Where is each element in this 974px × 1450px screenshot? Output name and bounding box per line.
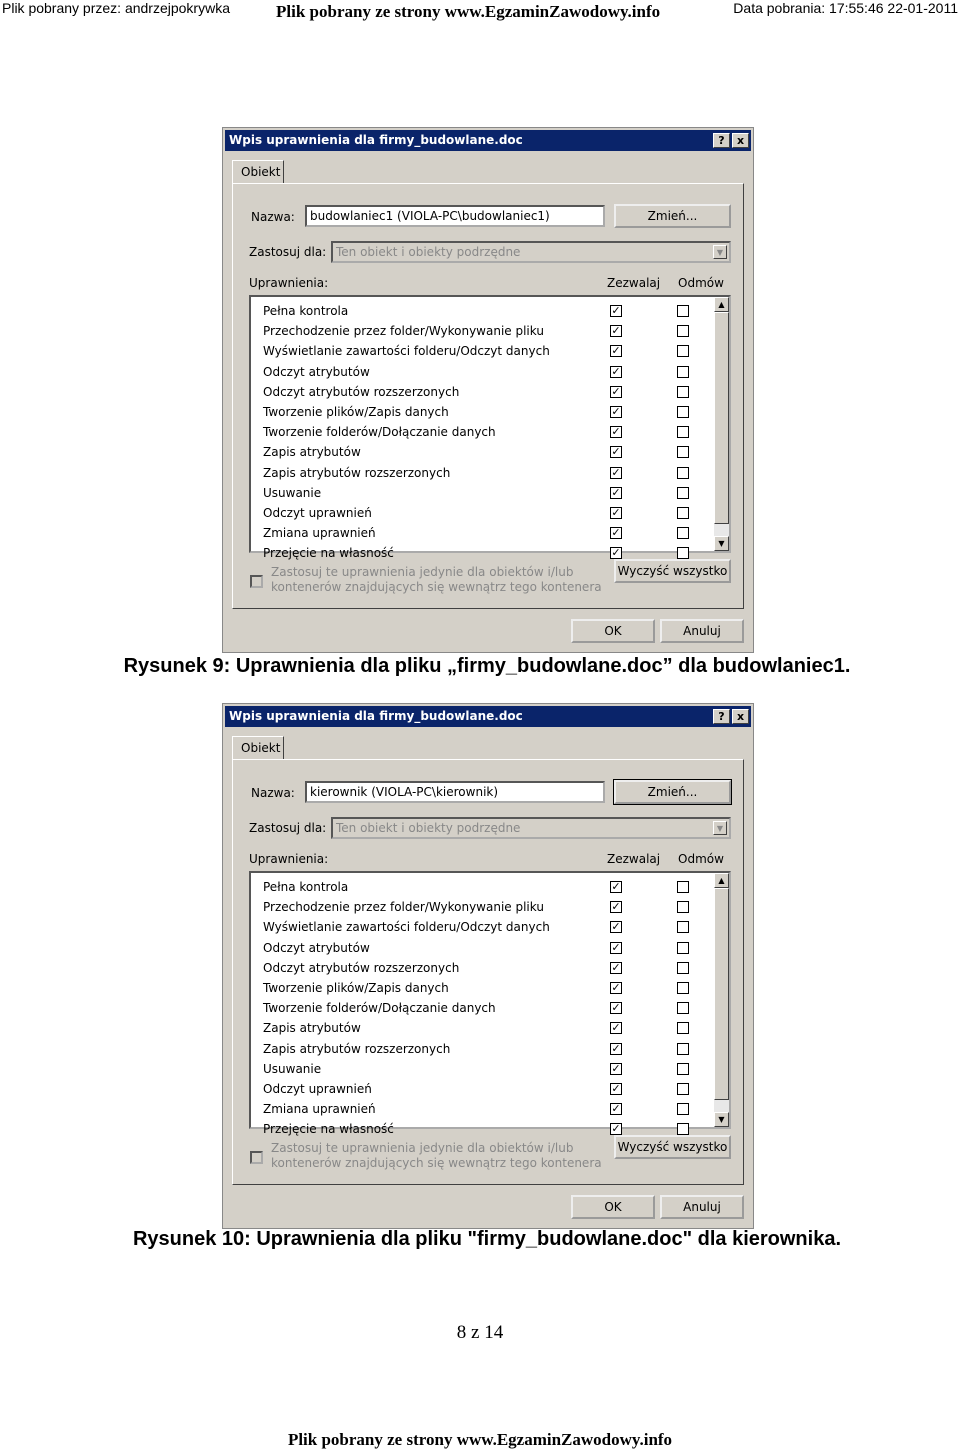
permission-row: Wyświetlanie zawartości folderu/Odczyt danych: [263, 344, 550, 359]
deny-checkbox[interactable]: [677, 406, 689, 418]
permission-row: Odczyt uprawnień: [263, 506, 372, 520]
permission-row: Tworzenie folderów/Dołączanie danych: [263, 425, 496, 440]
scrollbar[interactable]: [714, 873, 729, 1127]
permission-row: Zapis atrybutów rozszerzonych: [263, 465, 451, 480]
apply-to-value: Ten obiekt i obiekty podrzędne: [336, 245, 521, 259]
scroll-up-icon[interactable]: ▲: [714, 873, 729, 888]
deny-checkbox[interactable]: [677, 1123, 689, 1135]
deny-checkbox[interactable]: [677, 527, 689, 539]
dialog-title: Wpis uprawnienia dla firmy_budowlane.doc ? x: [225, 706, 751, 727]
deny-checkbox[interactable]: [677, 507, 689, 519]
allow-checkbox[interactable]: ✓: [611, 506, 621, 519]
allow-checkbox[interactable]: ✓: [611, 405, 621, 418]
inherit-label: Zastosuj te uprawnienia jedynie dla obiektów i/lub kontenerów znajdujących się wewnątrz tego kontenera: [271, 1141, 602, 1170]
allow-checkbox[interactable]: ✓: [611, 485, 621, 499]
deny-checkbox[interactable]: [677, 901, 689, 913]
allow-checkbox[interactable]: ✓: [611, 940, 621, 954]
permission-row: Zapis atrybutów: [263, 1021, 361, 1036]
clear-all-button[interactable]: Wyczyść wszystko: [614, 1135, 731, 1159]
scroll-thumb[interactable]: [714, 312, 729, 524]
allow-column-header: Zezwalaj: [607, 276, 661, 290]
permission-row: Odczyt atrybutów: [263, 940, 370, 955]
inherit-checkbox[interactable]: [250, 1151, 263, 1164]
deny-checkbox[interactable]: [677, 1002, 689, 1014]
deny-checkbox[interactable]: [677, 921, 689, 933]
permission-row: Przejęcie na własność: [263, 546, 394, 561]
allow-checkbox[interactable]: ✓: [611, 981, 621, 994]
cancel-button[interactable]: Anuluj: [660, 1195, 744, 1219]
apply-to-dropdown[interactable]: [331, 241, 731, 263]
permission-row: Zapis atrybutów rozszerzonych: [263, 1041, 451, 1056]
permission-row: Usuwanie: [263, 485, 322, 500]
help-button[interactable]: ?: [713, 709, 730, 724]
allow-checkbox[interactable]: ✓: [611, 1001, 621, 1015]
allow-checkbox[interactable]: ✓: [611, 880, 621, 893]
permission-row: Wyświetlanie zawartości folderu/Odczyt danych: [263, 920, 550, 935]
close-button[interactable]: x: [732, 133, 749, 148]
footer-source: Plik pobrany ze strony www.EgzaminZawodowy.info: [287, 1430, 673, 1449]
permission-row: Zmiana uprawnień: [263, 1102, 376, 1117]
allow-column-header: Zezwalaj: [607, 852, 661, 866]
chevron-down-icon[interactable]: ▼: [713, 245, 727, 259]
allow-checkbox[interactable]: ✓: [611, 304, 621, 317]
allow-checkbox[interactable]: ✓: [611, 960, 621, 974]
deny-column-header: Odmów: [678, 852, 724, 866]
apply-to-value: Ten obiekt i obiekty podrzędne: [336, 821, 521, 835]
permission-row: Odczyt atrybutów: [263, 364, 370, 379]
page-number: 8 z 14: [456, 1322, 504, 1343]
name-label: Nazwa:: [251, 786, 295, 800]
help-button[interactable]: ?: [713, 133, 730, 148]
deny-checkbox[interactable]: [677, 1022, 689, 1034]
ok-button[interactable]: OK: [571, 619, 655, 643]
deny-checkbox[interactable]: [677, 325, 689, 337]
permission-row: Pełna kontrola: [263, 304, 349, 318]
allow-checkbox[interactable]: ✓: [611, 546, 621, 560]
allow-checkbox[interactable]: ✓: [611, 1041, 621, 1055]
scroll-down-icon[interactable]: ▼: [714, 536, 729, 551]
allow-checkbox[interactable]: ✓: [611, 526, 621, 540]
header-source: Plik pobrany ze strony www.EgzaminZawodowy.info: [276, 2, 661, 21]
clear-all-button[interactable]: Wyczyść wszystko: [614, 559, 731, 583]
permission-row: Przechodzenie przez folder/Wykonywanie pliku: [263, 324, 544, 339]
deny-column-header: Odmów: [678, 276, 724, 290]
permission-row: Odczyt atrybutów rozszerzonych: [263, 960, 460, 975]
inherit-checkbox[interactable]: [250, 575, 263, 588]
scroll-up-icon[interactable]: ▲: [714, 297, 729, 312]
permission-row: Tworzenie plików/Zapis danych: [263, 981, 449, 995]
permission-row: Usuwanie: [263, 1061, 322, 1076]
permission-row: Zapis atrybutów: [263, 445, 361, 460]
dialog-title: Wpis uprawnienia dla firmy_budowlane.doc ? x: [225, 130, 751, 151]
deny-checkbox[interactable]: [677, 1103, 689, 1115]
change-button[interactable]: Zmień...: [614, 204, 731, 228]
scrollbar[interactable]: [714, 297, 729, 551]
name-label: Nazwa:: [251, 210, 295, 224]
name-field[interactable]: budowlaniec1 (VIOLA-PC\budowlaniec1): [305, 205, 605, 227]
allow-checkbox[interactable]: ✓: [611, 900, 621, 914]
deny-checkbox[interactable]: [677, 982, 689, 994]
allow-checkbox[interactable]: ✓: [611, 445, 621, 459]
deny-checkbox[interactable]: [677, 547, 689, 559]
allow-checkbox[interactable]: ✓: [611, 1082, 621, 1095]
allow-checkbox[interactable]: ✓: [611, 344, 621, 358]
deny-checkbox[interactable]: [677, 1083, 689, 1095]
permission-dialog-1: [222, 127, 754, 653]
permissions-list[interactable]: [249, 295, 731, 561]
permission-row: Pełna kontrola: [263, 880, 349, 894]
inherit-label: Zastosuj te uprawnienia jedynie dla obiektów i/lub kontenerów znajdujących się wewnątrz tego kontenera: [271, 565, 602, 594]
tab-object[interactable]: Obiekt: [232, 736, 284, 760]
deny-checkbox[interactable]: [677, 962, 689, 974]
permissions-label: Uprawnienia:: [249, 276, 329, 290]
scroll-thumb[interactable]: [714, 888, 729, 1100]
permission-dialog-2: [222, 703, 754, 1229]
apply-to-label: Zastosuj dla:: [249, 245, 327, 259]
close-button[interactable]: x: [732, 709, 749, 724]
deny-checkbox[interactable]: [677, 446, 689, 458]
permissions-list[interactable]: [249, 871, 731, 1137]
deny-checkbox[interactable]: [677, 345, 689, 357]
allow-checkbox[interactable]: ✓: [611, 364, 621, 378]
permission-row: Przechodzenie przez folder/Wykonywanie pliku: [263, 900, 544, 915]
deny-checkbox[interactable]: [677, 386, 689, 398]
permission-row: Tworzenie folderów/Dołączanie danych: [263, 1001, 496, 1016]
allow-checkbox[interactable]: ✓: [611, 1102, 621, 1116]
header-download-date: Data pobrania: 17:55:46 22-01-2011: [733, 0, 958, 16]
name-field[interactable]: kierownik (VIOLA-PC\kierownik): [305, 781, 605, 803]
header-downloaded-by: Plik pobrany przez: andrzejpokrywka: [2, 0, 230, 16]
allow-checkbox[interactable]: ✓: [611, 425, 621, 439]
deny-checkbox[interactable]: [677, 467, 689, 479]
permissions-label: Uprawnienia:: [249, 852, 329, 866]
apply-to-dropdown[interactable]: [331, 817, 731, 839]
deny-checkbox[interactable]: [677, 881, 689, 893]
permission-row: Odczyt uprawnień: [263, 1082, 372, 1096]
change-button[interactable]: Zmień...: [614, 780, 731, 804]
figure-10-caption: Rysunek 10: Uprawnienia dla pliku "firmy_budowlane.doc" dla kierownika.: [132, 1228, 842, 1250]
chevron-down-icon[interactable]: ▼: [713, 821, 727, 835]
deny-checkbox[interactable]: [677, 487, 689, 499]
allow-checkbox[interactable]: ✓: [611, 1122, 621, 1136]
allow-checkbox[interactable]: ✓: [611, 324, 621, 338]
permission-row: Tworzenie plików/Zapis danych: [263, 405, 449, 419]
allow-checkbox[interactable]: ✓: [611, 1061, 621, 1075]
allow-checkbox[interactable]: ✓: [611, 920, 621, 934]
deny-checkbox[interactable]: [677, 426, 689, 438]
deny-checkbox[interactable]: [677, 305, 689, 317]
apply-to-label: Zastosuj dla:: [249, 821, 327, 835]
cancel-button[interactable]: Anuluj: [660, 619, 744, 643]
scroll-down-icon[interactable]: ▼: [714, 1112, 729, 1127]
allow-checkbox[interactable]: ✓: [611, 1021, 621, 1035]
figure-9-caption: Rysunek 9: Uprawnienia dla pliku „firmy_budowlane.doc” dla budowlaniec1.: [123, 655, 851, 677]
deny-checkbox[interactable]: [677, 942, 689, 954]
deny-checkbox[interactable]: [677, 1043, 689, 1055]
deny-checkbox[interactable]: [677, 1063, 689, 1075]
permission-row: Odczyt atrybutów rozszerzonych: [263, 384, 460, 399]
tab-object[interactable]: Obiekt: [232, 160, 284, 184]
allow-checkbox[interactable]: ✓: [611, 384, 621, 398]
permission-row: Zmiana uprawnień: [263, 526, 376, 541]
deny-checkbox[interactable]: [677, 366, 689, 378]
permission-row: Przejęcie na własność: [263, 1122, 394, 1137]
ok-button[interactable]: OK: [571, 1195, 655, 1219]
allow-checkbox[interactable]: ✓: [611, 465, 621, 479]
